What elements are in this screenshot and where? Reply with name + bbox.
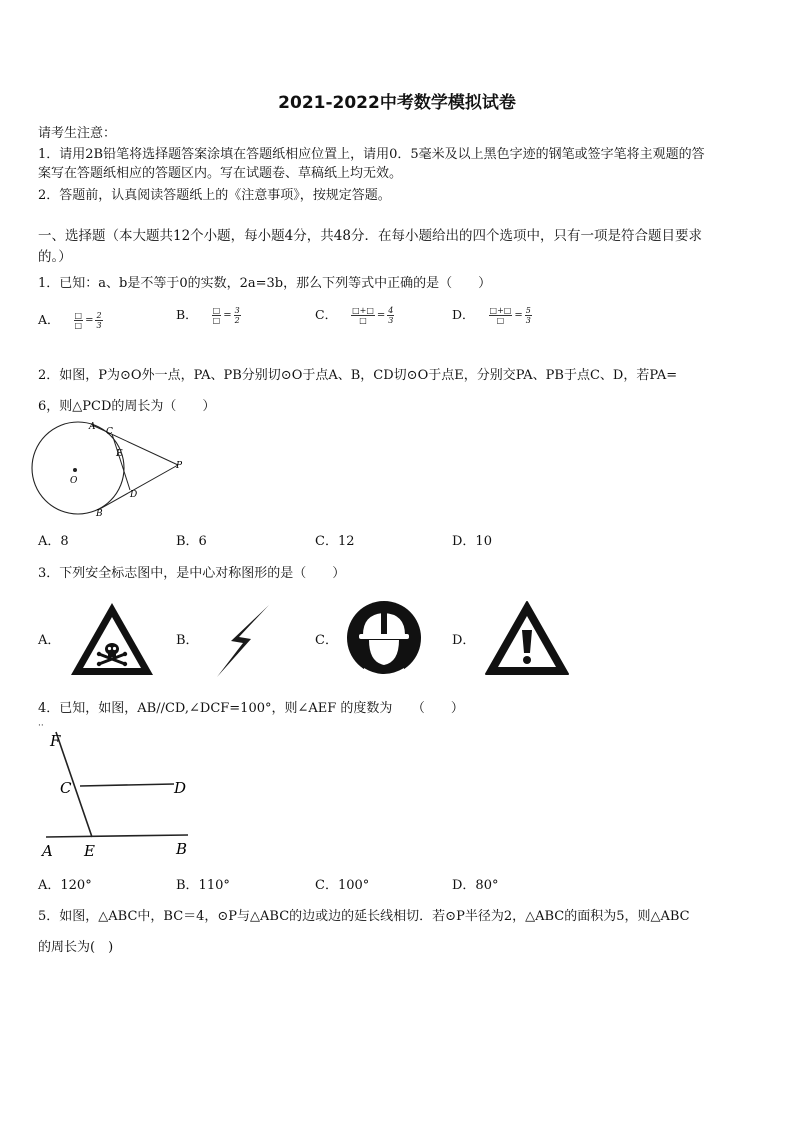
center-dot bbox=[73, 468, 77, 472]
label-o: O bbox=[70, 476, 78, 486]
fraction-rhs: $\frac{2}{3}$ bbox=[96, 311, 102, 330]
label-d: D bbox=[130, 490, 138, 500]
fraction-lhs: $\frac{□}{□}$ bbox=[212, 306, 221, 325]
q3-option-b-label: B． bbox=[176, 633, 199, 648]
label-b: B bbox=[176, 840, 188, 858]
line-cd bbox=[80, 784, 174, 786]
question-3-stem: 3．下列安全标志图中，是中心对称图形的是（ ） bbox=[38, 566, 346, 581]
exclamation-warning-icon bbox=[484, 600, 570, 677]
fraction-rhs: $\frac{5}{3}$ bbox=[525, 306, 531, 325]
label-e: E bbox=[84, 842, 95, 860]
section-heading-line-2: 的。） bbox=[38, 249, 72, 265]
q4-option-a: A．120° bbox=[38, 878, 92, 893]
label-a: A bbox=[42, 842, 53, 860]
option-label: D． bbox=[452, 307, 475, 322]
q2-option-a: A．8 bbox=[38, 534, 69, 549]
tangent-pa bbox=[92, 425, 178, 465]
hardhat-icon bbox=[346, 600, 422, 676]
label-e: E bbox=[116, 449, 123, 459]
question-2-line-2: 6，则△PCD的周长为（ ） bbox=[38, 399, 216, 414]
question-1-stem: 1．已知：a、b是不等于0的实数，2a=3b，那么下列等式中正确的是（ ） bbox=[38, 276, 492, 291]
notice-item-2: 2．答题前，认真阅读答题纸上的《注意事项》，按规定答题。 bbox=[38, 188, 391, 203]
q3-option-a-label: A． bbox=[38, 633, 61, 648]
label-c: C bbox=[60, 779, 72, 797]
circle-tangent-figure bbox=[30, 418, 200, 522]
label-c: C bbox=[106, 427, 113, 437]
q4-option-c: C．100° bbox=[315, 878, 370, 893]
q1-option-a: A． $\frac{□}{□}$ = $\frac{2}{3}$ bbox=[38, 311, 102, 330]
fraction-lhs: $\frac{□}{□}$ bbox=[74, 311, 83, 330]
q2-option-b: B．6 bbox=[176, 534, 207, 549]
label-p: P bbox=[176, 461, 183, 471]
q4-option-b: B．110° bbox=[176, 878, 230, 893]
q1-option-c: C． $\frac{□+□}{□}$ = $\frac{4}{3}$ bbox=[315, 306, 394, 325]
question-2-line-1: 2．如图，P为⊙O外一点，PA、PB分别切⊙O于点A、B，CD切⊙O于点E，分别交PA、PB于点C、D，若PA= bbox=[38, 368, 678, 383]
page-title: 2021-2022中考数学模拟试卷 bbox=[278, 93, 516, 113]
label-f: F bbox=[50, 732, 61, 750]
option-label: A． bbox=[38, 312, 60, 327]
notice-heading: 请考生注意： bbox=[38, 126, 117, 141]
notice-item-1-line-2: 案写在答题纸相应的答题区内。写在试题卷、草稿纸上均无效。 bbox=[38, 166, 403, 181]
q3-option-d-label: D． bbox=[452, 633, 476, 648]
poison-warning-icon bbox=[68, 600, 156, 678]
fraction-rhs: $\frac{4}{3}$ bbox=[388, 306, 394, 325]
tangent-pb bbox=[98, 465, 178, 510]
fraction-lhs: $\frac{□+□}{□}$ bbox=[352, 306, 374, 325]
q3-option-c-label: C． bbox=[315, 633, 338, 648]
label-b: B bbox=[96, 509, 103, 519]
figure-mark: ·· bbox=[38, 721, 44, 731]
label-a: A bbox=[89, 422, 96, 432]
line-ab bbox=[46, 835, 188, 837]
q4-option-d: D．80° bbox=[452, 878, 499, 893]
question-4-stem: 4．已知，如图，AB//CD,∠DCF=100°，则∠AEF 的度数为 （ ） bbox=[38, 701, 464, 716]
option-label: B． bbox=[176, 307, 198, 322]
q2-option-c: C．12 bbox=[315, 534, 355, 549]
fraction-lhs: $\frac{□+□}{□}$ bbox=[489, 306, 512, 325]
section-heading-line-1: 一、选择题（本大题共12个小题，每小题4分，共48分．在每小题给出的四个选项中，只有一项是符合题目要求 bbox=[38, 228, 702, 244]
parallel-lines-figure bbox=[34, 720, 200, 862]
question-5-line-1: 5．如图，△ABC中，BC＝4，⊙P与△ABC的边或边的延长线相切．若⊙P半径为2，△ABC的面积为5，则△ABC bbox=[38, 909, 690, 924]
question-5-line-2: 的周长为( ) bbox=[38, 940, 114, 955]
option-label: C． bbox=[315, 307, 338, 322]
q2-option-d: D．10 bbox=[452, 534, 492, 549]
tangent-cd bbox=[112, 434, 130, 490]
label-d: D bbox=[174, 779, 187, 797]
lightning-icon bbox=[215, 603, 273, 679]
fraction-rhs: $\frac{3}{2}$ bbox=[234, 306, 240, 325]
notice-item-1-line-1: 1．请用2B铅笔将选择题答案涂填在答题纸相应位置上，请用0．5毫米及以上黑色字迹的钢笔或签字笔将主观题的答 bbox=[38, 147, 705, 162]
q1-option-b: B． $\frac{□}{□}$ = $\frac{3}{2}$ bbox=[176, 306, 240, 325]
q1-option-d: D． $\frac{□+□}{□}$ = $\frac{5}{3}$ bbox=[452, 306, 531, 325]
